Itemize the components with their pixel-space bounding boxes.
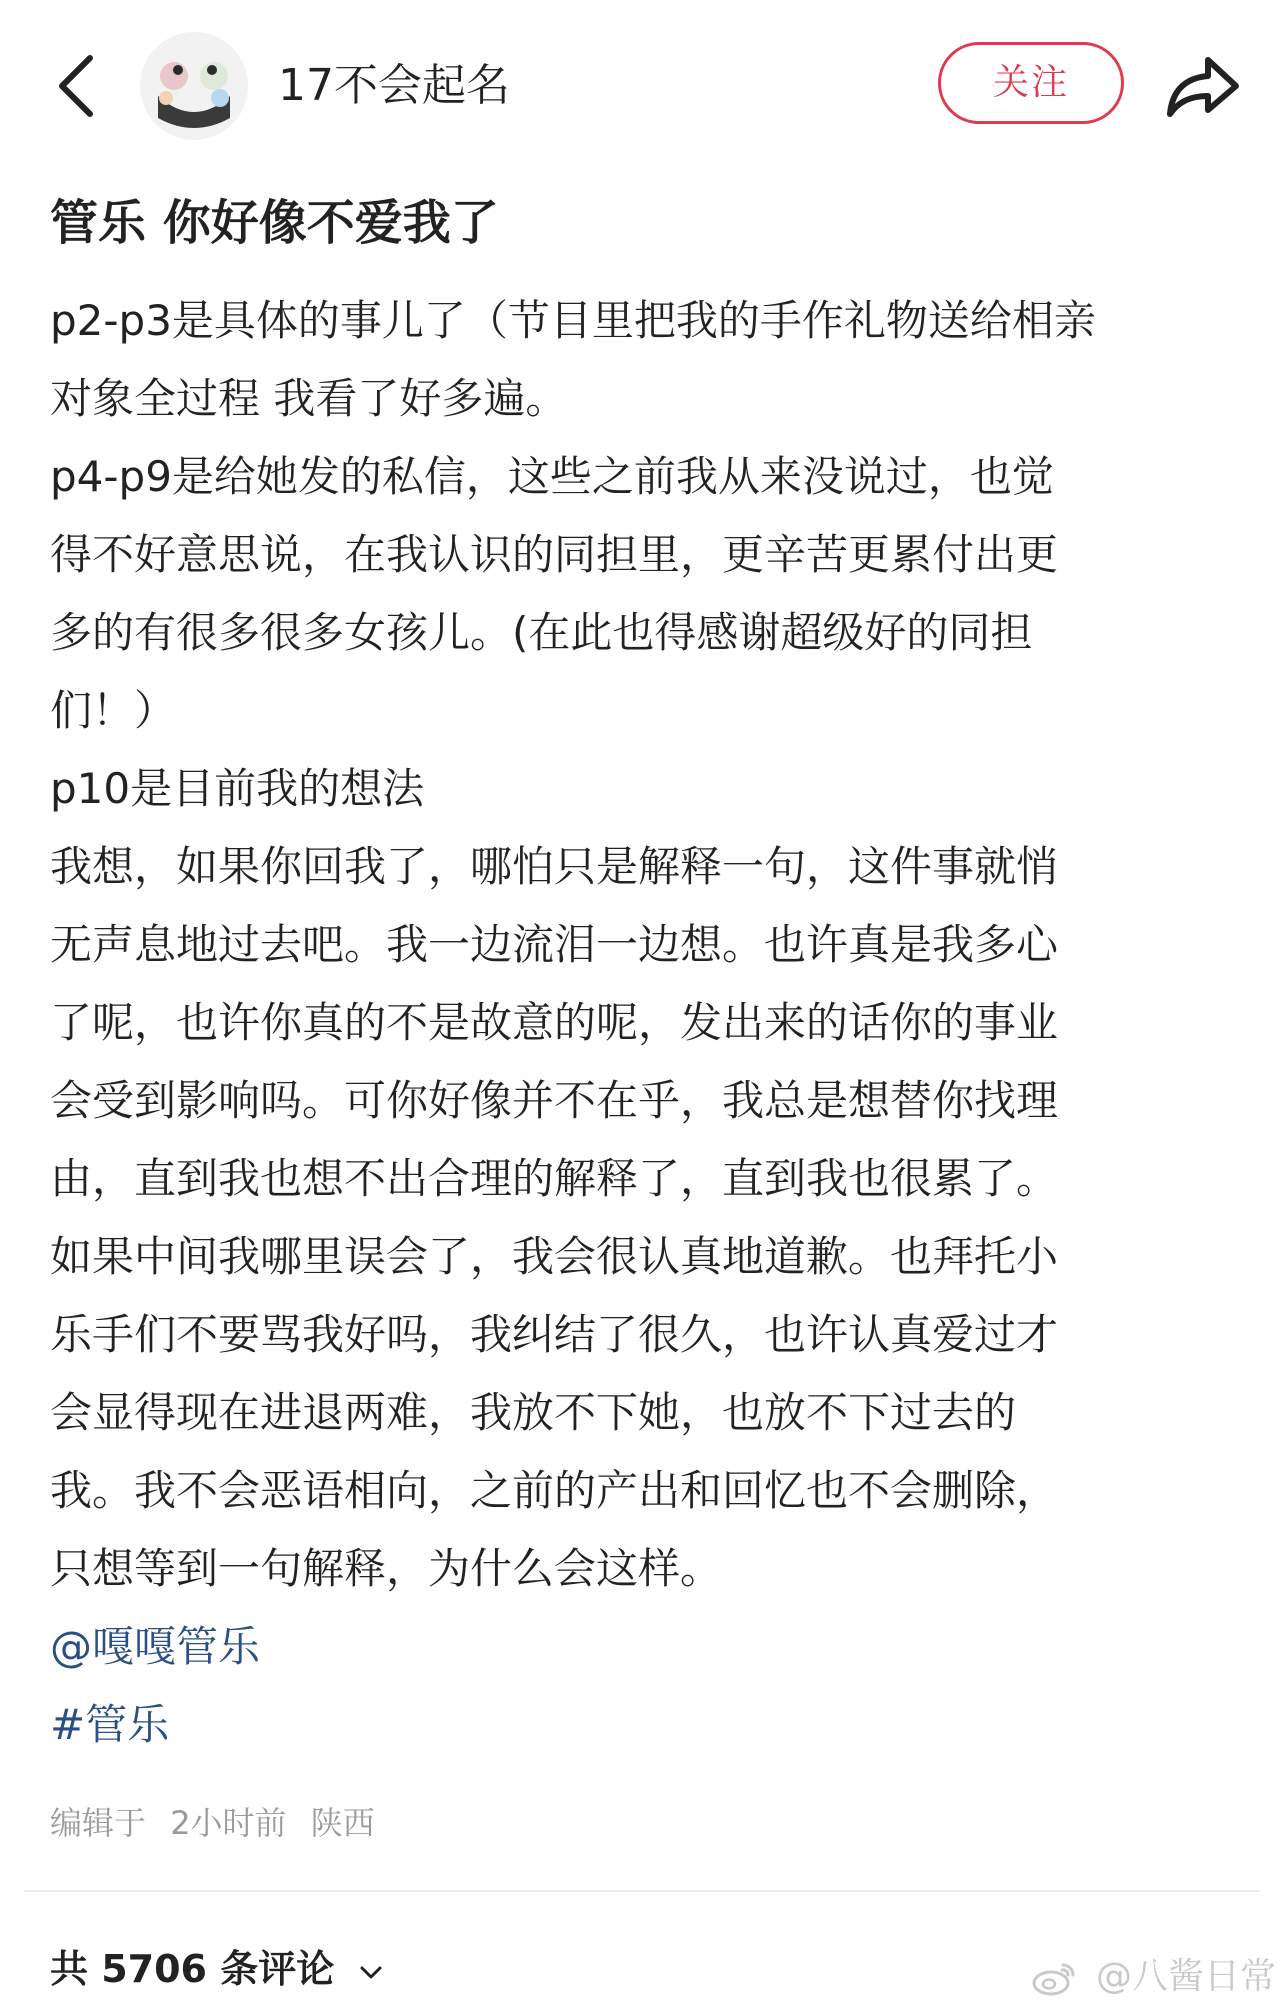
post-line: p4-p9是给她发的私信，这些之前我从来没说过，也觉	[50, 452, 1054, 501]
post-line: p10是目前我的想法	[50, 764, 425, 813]
weibo-logo-icon	[1031, 1959, 1077, 1997]
comments-count-button[interactable]	[50, 1942, 385, 1996]
post-line: 只想等到一句解释，为什么会这样。	[50, 1544, 723, 1593]
post-line: 会显得现在进退两难，我放不下她，也放不下过去的	[50, 1388, 1017, 1437]
post-line: 们！）	[50, 686, 177, 735]
post-line: p2-p3是具体的事儿了（节目里把我的手作礼物送给相亲	[50, 296, 1096, 345]
top-bar	[0, 0, 1284, 170]
comments-count-label: 共 5706 条评论	[50, 1947, 335, 1991]
edited-label: 编辑于	[50, 1804, 147, 1842]
post-line: 多的有很多很多女孩儿。(在此也得感谢超级好的同担	[50, 608, 1033, 657]
post-line: 会受到影响吗。可你好像并不在乎，我总是想替你找理	[50, 1076, 1059, 1125]
divider	[24, 1890, 1260, 1892]
post-body	[50, 282, 1250, 1764]
post-line: 我。我不会恶语相向，之前的产出和回忆也不会删除，	[50, 1466, 1059, 1515]
mention-link[interactable]: @嘎嘎管乐	[50, 1622, 261, 1671]
post-meta	[50, 1800, 375, 1846]
post-line: 乐手们不要骂我好吗，我纠结了很久，也许认真爱过才	[50, 1310, 1059, 1359]
back-button[interactable]	[50, 48, 106, 124]
edited-time: 2小时前	[170, 1804, 287, 1842]
chevron-left-icon	[50, 48, 106, 124]
follow-button[interactable]: 关注	[938, 42, 1124, 124]
avatar-image	[140, 32, 248, 140]
share-button[interactable]	[1164, 48, 1244, 124]
post-line: 无声息地过去吧。我一边流泪一边想。也许真是我多心	[50, 920, 1059, 969]
username[interactable]: 17不会起名	[278, 60, 510, 111]
post-line: 如果中间我哪里误会了，我会很认真地道歉。也拜托小	[50, 1232, 1059, 1281]
watermark	[1031, 1952, 1276, 2002]
post-line: 得不好意思说，在我认识的同担里，更辛苦更累付出更	[50, 530, 1059, 579]
post-line: 了呢，也许你真的不是故意的呢，发出来的话你的事业	[50, 998, 1059, 1047]
avatar[interactable]	[140, 32, 248, 140]
post-title: 管乐 你好像不爱我了	[50, 195, 499, 251]
hashtag-link[interactable]: #管乐	[50, 1700, 170, 1749]
watermark-text: @八酱日常	[1095, 1956, 1276, 1997]
post-line: 由，直到我也想不出合理的解释了，直到我也很累了。	[50, 1154, 1059, 1203]
post-line: 我想，如果你回我了，哪怕只是解释一句，这件事就悄	[50, 842, 1059, 891]
share-arrow-icon	[1164, 48, 1244, 124]
chevron-down-icon	[357, 1958, 385, 1986]
post-location: 陕西	[310, 1804, 375, 1842]
post-line: 对象全过程 我看了好多遍。	[50, 374, 568, 423]
